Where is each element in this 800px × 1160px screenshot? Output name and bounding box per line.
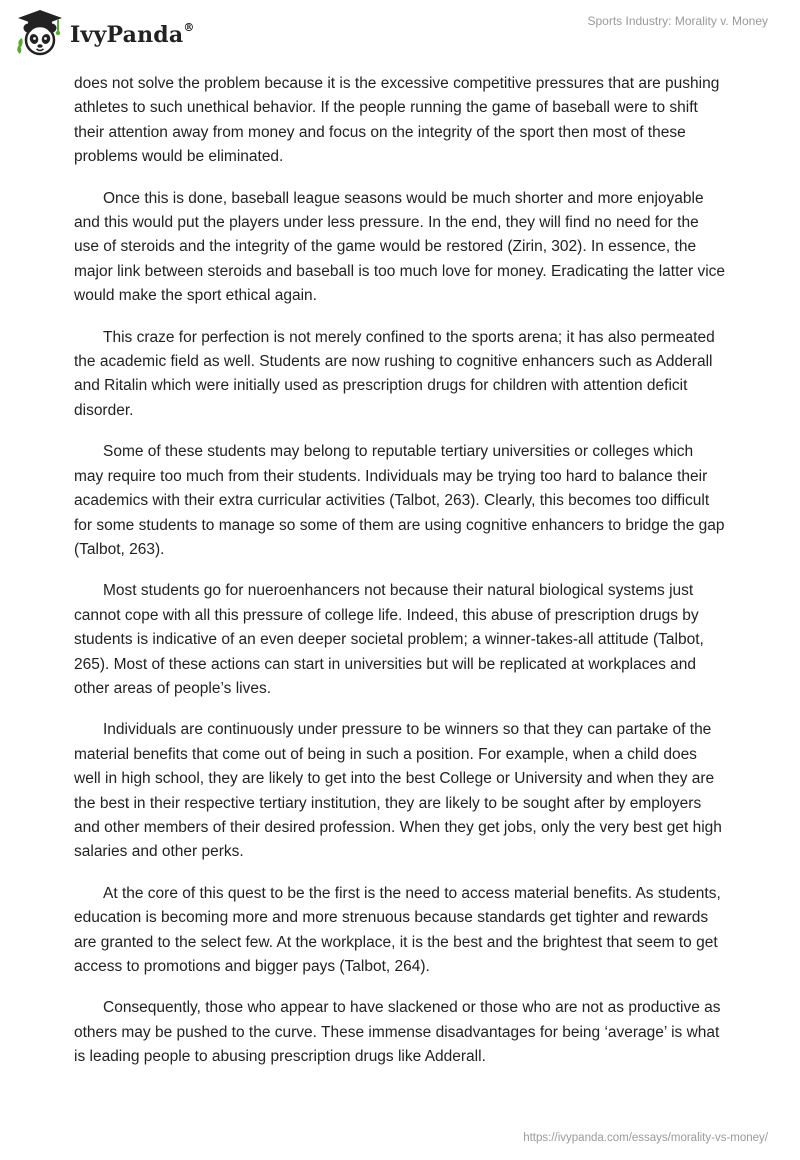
paragraph: Some of these students may belong to reputable tertiary universities or colleges which may require too much from their students. Individuals may be trying too hard to balance their academics with their extra curricular activities (Talbot, 263). Clearly, this becomes too difficult for some students to manage so some of them are using cognitive enhancers to bridge the gap (Talbot, 263). — [74, 443, 725, 558]
document-title: Sports Industry: Morality v. Money — [587, 14, 768, 28]
brand-text: IvyPanda — [70, 22, 184, 48]
source-url-link[interactable]: https://ivypanda.com/essays/morality-vs-money/ — [523, 1132, 768, 1144]
page-header — [0, 0, 800, 70]
paragraph: This craze for perfection is not merely confined to the sports arena; it has also permeated the academic field as well. Students are now rushing to cognitive enhancers such as Adderall and Ritalin which were initially used as prescription drugs for children with attention deficit disorder. — [74, 328, 715, 419]
registered-mark: ® — [183, 20, 195, 34]
paragraph: At the core of this quest to be the first is the need to access material benefits. As students, education is becoming more and more strenuous because standards get tighter and rewards are granted to the select few. At the workplace, it is the best and the brightest that seem to get access to promotions and bigger pays (Talbot, 264). — [74, 884, 721, 975]
essay-body — [74, 72, 726, 1087]
paragraph: Individuals are continuously under pressure to be winners so that they can partake of the material benefits that come out of being in such a position. For example, when a child does well in high school, they are likely to get into the best College or University and when they are the best in their respective tertiary institution, they are likely to be sought after by employers and other members of their desired profession. When they get jobs, only the very best get high salaries and other perks. — [74, 721, 722, 861]
brand-name — [70, 22, 195, 48]
paragraph: does not solve the problem because it is the excessive competitive pressures that are pushing athletes to such unethical behavior. If the people running the game of baseball were to shift their attention away from money and focus on the integrity of the sport then most of these problems would be eliminated. — [74, 75, 720, 166]
paragraph: Consequently, those who appear to have slackened or those who are not as productive as others may be pushed to the curve. These immense disadvantages for being ‘average’ is what is leading people to abusing prescription drugs like Adderall. — [74, 999, 721, 1066]
paragraph: Most students go for nueroenhancers not because their natural biological systems just cannot cope with all this pressure of college life. Indeed, this abuse of prescription drugs by students is indicative of an even deeper societal problem; a winner-takes-all attitude (Talbot, 265). Most of these actions can start in universities but will be replicated at workplaces and other areas of people’s lives. — [74, 582, 704, 697]
ivypanda-logo[interactable] — [14, 8, 195, 58]
panda-graduation-cap-icon — [14, 8, 66, 58]
paragraph: Once this is done, baseball league seasons would be much shorter and more enjoyable and this would put the players under less pressure. In the end, they will find no need for the use of steroids and the integrity of the game would be restored (Zirin, 302). In essence, the major link between steroids and baseball is too much love for money. Eradicating the latter vice would make the sport ethical again. — [74, 189, 726, 305]
